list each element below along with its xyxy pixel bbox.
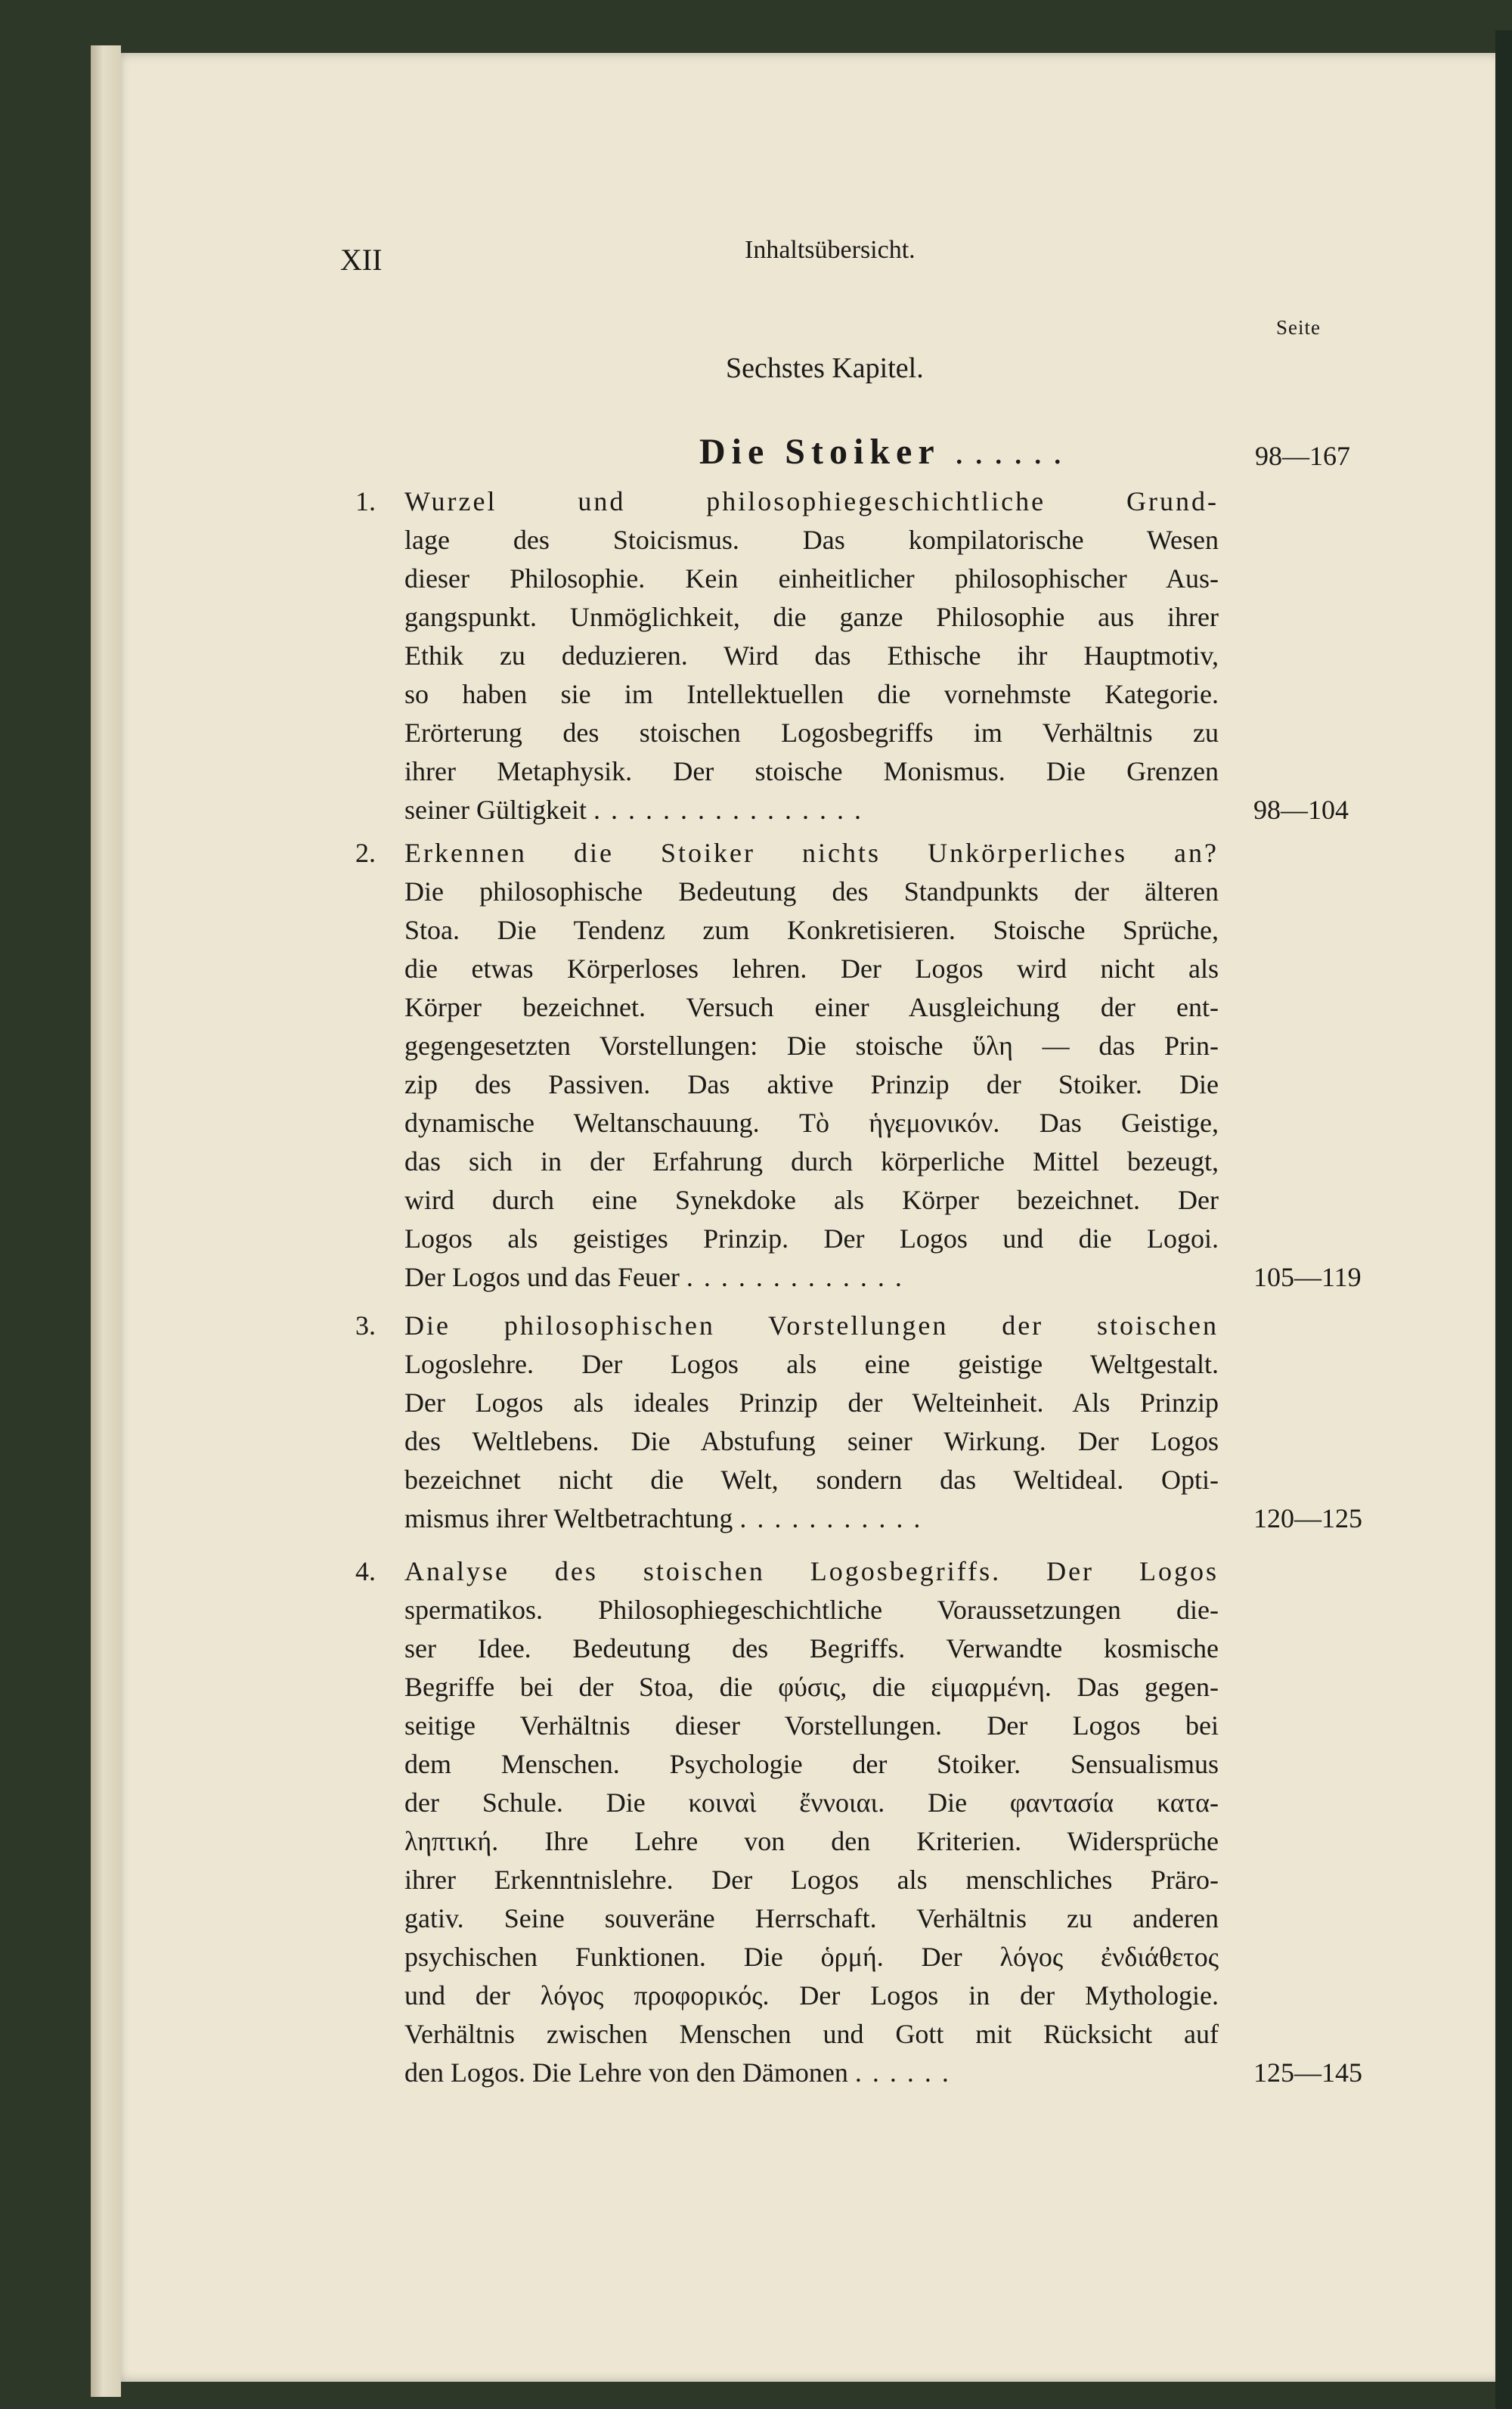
entry-line: Die philosophische Bedeutung des Standpunkts der älteren bbox=[404, 876, 1219, 907]
entry-line: seitige Verhältnis dieser Vorstellungen. Der Logos bei bbox=[404, 1710, 1219, 1741]
entry-line: ihrer Erkenntnislehre. Der Logos als menschliches Präro- bbox=[404, 1865, 1219, 1895]
entry-last-line bbox=[404, 2054, 1219, 2092]
entry-line: Stoa. Die Tendenz zum Konkretisieren. Stoische Sprüche, bbox=[404, 915, 1219, 945]
entry-line: psychischen Funktionen. Die ὁρμή. Der λόγος ἐνδιάθετος bbox=[404, 1942, 1219, 1972]
entry-line: ληπτική. Ihre Lehre von den Kriterien. Widersprüche bbox=[404, 1826, 1219, 1856]
leader-dots: ........... bbox=[739, 1503, 931, 1533]
page-column-label: Seite bbox=[1276, 316, 1321, 339]
entry-line: zip des Passiven. Das aktive Prinzip der Stoiker. Die bbox=[404, 1069, 1219, 1099]
entry-line: der Schule. Die κοιναὶ ἔννοιαι. Die φαντασία κατα- bbox=[404, 1787, 1219, 1818]
page-edges bbox=[91, 45, 121, 2397]
entry-page-range: 98—104 bbox=[1253, 795, 1349, 825]
chapter-page-range: 98—167 bbox=[1255, 441, 1350, 471]
entry-line: den Logos. Die Lehre von den Dämonen bbox=[404, 2057, 848, 2088]
entry-line: seiner Gültigkeit bbox=[404, 795, 587, 825]
toc-entry-2 bbox=[355, 834, 1362, 1297]
entry-line: dynamische Weltanschauung. Τὸ ἡγεμονικόν. Das Geistige, bbox=[404, 1108, 1219, 1138]
entry-line: Die philosophischen Vorstellungen der stoischen bbox=[404, 1310, 1219, 1341]
entry-line: Körper bezeichnet. Versuch einer Ausgleichung der ent- bbox=[404, 992, 1219, 1022]
page-number: XII bbox=[340, 243, 383, 277]
entry-line: Der Logos und das Feuer bbox=[404, 1262, 680, 1292]
entry-line: das sich in der Erfahrung durch körperliche Mittel bezeugt, bbox=[404, 1146, 1219, 1177]
entry-line: und der λόγος προφορικός. Der Logos in der Mythologie. bbox=[404, 1980, 1219, 2011]
toc-entry-3 bbox=[355, 1307, 1362, 1538]
toc-entry-1 bbox=[355, 482, 1349, 829]
chapter-leader-dots: ...... bbox=[954, 432, 1073, 472]
entry-line: bezeichnet nicht die Welt, sondern das Weltideal. Opti- bbox=[404, 1465, 1219, 1495]
entry-line: gativ. Seine souveräne Herrschaft. Verhältnis zu anderen bbox=[404, 1903, 1219, 1933]
cover-edge-right bbox=[1495, 30, 1512, 2409]
entry-line: so haben sie im Intellektuellen die vornehmste Kategorie. bbox=[404, 679, 1219, 709]
entry-line: des Weltlebens. Die Abstufung seiner Wirkung. Der Logos bbox=[404, 1426, 1219, 1456]
entry-number: 2. bbox=[355, 838, 376, 868]
entry-last-line bbox=[404, 1258, 1219, 1297]
entry-line: Begriffe bei der Stoa, die φύσις, die εἱμαρμένη. Das gegen- bbox=[404, 1672, 1219, 1702]
entry-line: ser Idee. Bedeutung des Begriffs. Verwandte kosmische bbox=[404, 1633, 1219, 1663]
chapter-title-text: Die Stoiker bbox=[699, 432, 940, 472]
entry-line: spermatikos. Philosophiegeschichtliche Voraussetzungen die- bbox=[404, 1595, 1219, 1625]
entry-line: Verhältnis zwischen Menschen und Gott mit Rücksicht auf bbox=[404, 2019, 1219, 2049]
chapter-title bbox=[699, 431, 1073, 473]
entry-number: 4. bbox=[355, 1556, 376, 1586]
entry-line: Wurzel und philosophiegeschichtliche Grund- bbox=[404, 486, 1219, 516]
entry-line: Erkennen die Stoiker nichts Unkörperliches an? bbox=[404, 838, 1219, 868]
entry-line: mismus ihrer Weltbetrachtung bbox=[404, 1503, 733, 1533]
entry-line: ihrer Metaphysik. Der stoische Monismus. Die Grenzen bbox=[404, 756, 1219, 786]
toc-entry-4 bbox=[355, 1552, 1362, 2092]
entry-line: Ethik zu deduzieren. Wird das Ethische ihr Hauptmotiv, bbox=[404, 640, 1219, 671]
entry-page-range: 125—145 bbox=[1253, 2057, 1362, 2088]
leader-dots: ............. bbox=[686, 1262, 912, 1292]
entry-number: 3. bbox=[355, 1310, 376, 1341]
entry-line: Logos als geistiges Prinzip. Der Logos und die Logoi. bbox=[404, 1223, 1219, 1254]
entry-page-range: 120—125 bbox=[1253, 1503, 1362, 1533]
running-header: Inhaltsübersicht. bbox=[745, 236, 916, 264]
entry-line: die etwas Körperloses lehren. Der Logos wird nicht als bbox=[404, 953, 1219, 984]
entry-line: dieser Philosophie. Kein einheitlicher philosophischer Aus- bbox=[404, 563, 1219, 594]
entry-line: Der Logos als ideales Prinzip der Welteinheit. Als Prinzip bbox=[404, 1387, 1219, 1418]
entry-line: Erörterung des stoischen Logosbegriffs im Verhältnis zu bbox=[404, 718, 1219, 748]
entry-last-line bbox=[404, 791, 1219, 829]
entry-line: gegengesetzten Vorstellungen: Die stoische ὕλη — das Prin- bbox=[404, 1031, 1219, 1061]
entry-line: wird durch eine Synekdoke als Körper bezeichnet. Der bbox=[404, 1185, 1219, 1215]
entry-line: lage des Stoicismus. Das kompilatorische Wesen bbox=[404, 525, 1219, 555]
entry-line: Logoslehre. Der Logos als eine geistige Weltgestalt. bbox=[404, 1349, 1219, 1379]
entry-line: Analyse des stoischen Logosbegriffs. Der Logos bbox=[404, 1556, 1219, 1586]
entry-last-line bbox=[404, 1499, 1219, 1538]
entry-page-range: 105—119 bbox=[1253, 1262, 1362, 1292]
entry-line: dem Menschen. Psychologie der Stoiker. Sensualismus bbox=[404, 1749, 1219, 1779]
entry-line: gangspunkt. Unmöglichkeit, die ganze Philosophie aus ihrer bbox=[404, 602, 1219, 632]
entry-number: 1. bbox=[355, 486, 376, 516]
leader-dots: ...... bbox=[854, 2057, 959, 2088]
chapter-label: Sechstes Kapitel. bbox=[726, 352, 924, 384]
leader-dots: ................ bbox=[593, 795, 872, 825]
